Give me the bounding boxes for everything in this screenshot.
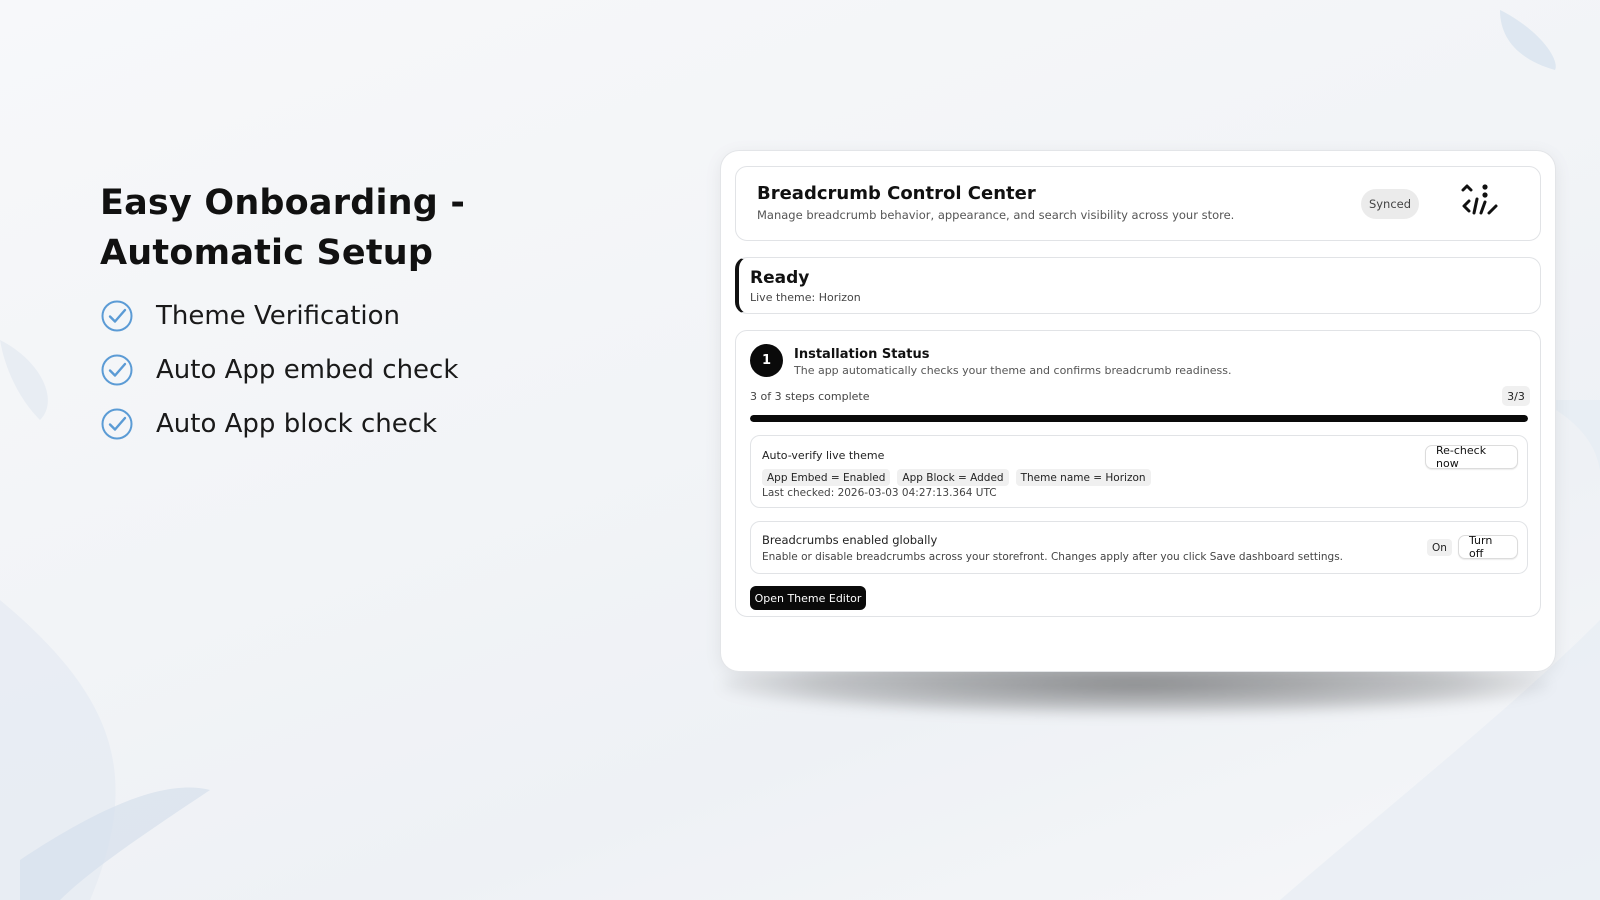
feature-label: Auto App embed check — [156, 355, 459, 385]
installation-title: Installation Status — [794, 347, 930, 362]
feature-item — [100, 290, 660, 342]
status-chip: App Embed = Enabled — [762, 469, 890, 486]
feature-item — [100, 344, 660, 396]
installation-status-panel — [735, 330, 1541, 617]
feature-list — [100, 290, 660, 450]
app-subtitle: Manage breadcrumb behavior, appearance, and search visibility across your store. — [757, 208, 1235, 222]
status-badge: Synced — [1361, 189, 1419, 219]
feature-label: Auto App block check — [156, 409, 438, 439]
progress-fill — [750, 415, 1528, 422]
ready-banner — [735, 257, 1541, 314]
app-title: Breadcrumb Control Center — [757, 183, 1036, 204]
check-circle-icon — [100, 299, 134, 333]
steps-complete-text: 3 of 3 steps complete — [750, 390, 870, 403]
hero-title: Easy Onboarding - Automatic Setup — [100, 183, 466, 273]
verify-chips — [762, 469, 1151, 486]
steps-count-badge: 3/3 — [1502, 386, 1530, 406]
ready-title: Ready — [750, 268, 810, 288]
feature-item — [100, 398, 660, 450]
status-chip: Theme name = Horizon — [1016, 469, 1151, 486]
global-breadcrumbs-title: Breadcrumbs enabled globally — [762, 533, 938, 547]
hero-section — [100, 178, 660, 452]
turn-off-button[interactable]: Turn off — [1458, 535, 1518, 559]
breadcrumb-logo-icon — [1456, 182, 1500, 226]
open-theme-editor-button[interactable]: Open Theme Editor — [750, 586, 866, 610]
auto-verify-title: Auto-verify live theme — [762, 449, 885, 462]
on-state-badge: On — [1427, 539, 1452, 556]
last-checked-text: Last checked: 2026-03-03 04:27:13.364 UTC — [762, 487, 997, 499]
status-chip: App Block = Added — [897, 469, 1008, 486]
recheck-now-button[interactable]: Re-check now — [1425, 445, 1518, 469]
global-breadcrumbs-panel — [750, 521, 1528, 574]
app-window — [721, 151, 1555, 671]
app-header — [735, 166, 1541, 241]
global-breadcrumbs-description: Enable or disable breadcrumbs across your storefront. Changes apply after you click Save dashboard settings. — [762, 551, 1344, 563]
installation-subtitle: The app automatically checks your theme and confirms breadcrumb readiness. — [794, 364, 1232, 377]
live-theme-label: Live theme: Horizon — [750, 291, 861, 304]
progress-bar — [750, 415, 1528, 422]
check-circle-icon — [100, 407, 134, 441]
step-number-badge: 1 — [750, 344, 783, 377]
auto-verify-panel — [750, 435, 1528, 508]
check-circle-icon — [100, 353, 134, 387]
feature-label: Theme Verification — [156, 301, 401, 331]
